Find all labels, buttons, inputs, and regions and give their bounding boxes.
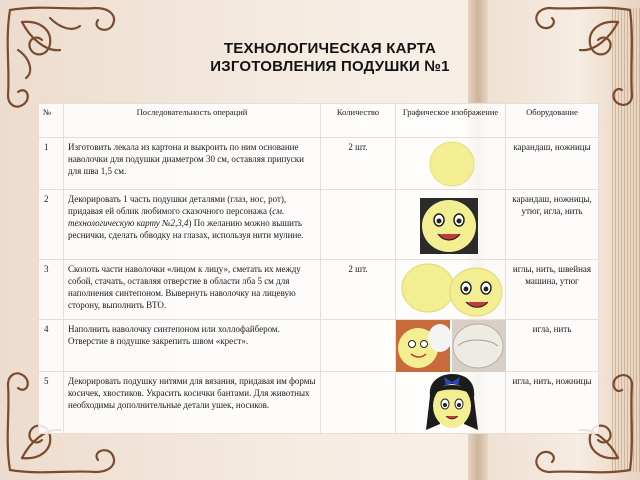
table-row bbox=[39, 260, 599, 320]
row-operation: Наполнить наволочку синтепоном или холлофайбером. Отверстие в подушке закрепить швом «крест». bbox=[64, 320, 321, 372]
technology-card-table bbox=[38, 103, 599, 434]
row-graphic bbox=[396, 260, 506, 320]
row-num: 2 bbox=[39, 190, 64, 260]
row-equipment: иглы, нить, швейная машина, утюг bbox=[506, 260, 599, 320]
row-operation bbox=[64, 190, 321, 260]
row-operation-part-a: Декорировать 1 часть подушки деталями (глаз, нос, рот), придавая ей облик любимого сказочного персонажа ( bbox=[68, 194, 287, 216]
smiling-face-image bbox=[420, 198, 478, 254]
row-equipment: карандаш, ножницы bbox=[506, 138, 599, 190]
row-graphic bbox=[396, 138, 506, 190]
row-operation: Декорировать подушку нитями для вязания, придавая им формы косичек, хвостиков. Украсить косички бантами. Для животных необходимы дополнительные детали ушек, носиков. bbox=[64, 372, 321, 434]
row-operation-reference: см. технологическую карту №2,3,4 bbox=[68, 206, 285, 228]
header-operations: Последовательность операций bbox=[64, 104, 321, 138]
row-num: 5 bbox=[39, 372, 64, 434]
blank-circle-image bbox=[428, 140, 476, 188]
title-line-1: ТЕХНОЛОГИЧЕСКАЯ КАРТА bbox=[223, 40, 437, 57]
row-operation: Сколоть части наволочки «лицом к лицу», сметать их между собой, стачать, оставляя отверстие в области лба 5 см для наполнения синтепоном. Вывернуть наволочку на лицевую сторону, выполнить ВТО. bbox=[64, 260, 321, 320]
row-quantity: 2 шт. bbox=[321, 260, 396, 320]
header-num: № bbox=[39, 104, 64, 138]
row-graphic bbox=[396, 372, 506, 434]
girl-pillow-image bbox=[424, 374, 480, 432]
ornament-top-right bbox=[530, 0, 640, 110]
stuffed-pillow-photo bbox=[396, 320, 506, 372]
page-title bbox=[180, 40, 480, 76]
row-graphic bbox=[396, 190, 506, 260]
row-num: 1 bbox=[39, 138, 64, 190]
row-operation: Изготовить лекала из картона и выкроить по ним основание наволочки для подушки диаметром 30 см, оставляя припуски для шва 1,5 см. bbox=[64, 138, 321, 190]
row-equipment: игла, нить, ножницы bbox=[506, 372, 599, 434]
table-row bbox=[39, 138, 599, 190]
two-pillow-parts-image bbox=[398, 262, 506, 318]
table-row bbox=[39, 372, 599, 434]
title-line-2: ИЗГОТОВЛЕНИЯ ПОДУШКИ №1 bbox=[210, 58, 450, 75]
row-quantity: 2 шт. bbox=[321, 138, 396, 190]
row-quantity bbox=[321, 320, 396, 372]
row-quantity bbox=[321, 190, 396, 260]
row-equipment: игла, нить bbox=[506, 320, 599, 372]
row-equipment: карандаш, ножницы, утюг, игла, нить bbox=[506, 190, 599, 260]
header-quantity: Количество bbox=[321, 104, 396, 138]
row-quantity bbox=[321, 372, 396, 434]
table-row bbox=[39, 320, 599, 372]
table-header-row bbox=[39, 104, 599, 138]
header-equipment: Оборудование bbox=[506, 104, 599, 138]
row-operation-part-b: ) По желанию можно вышить реснички, сделать обводку на глазах, используя нити мулине. bbox=[68, 218, 304, 240]
table-row bbox=[39, 190, 599, 260]
header-graphic: Графическое изображение bbox=[396, 104, 506, 138]
ornament-top-left bbox=[0, 0, 130, 110]
row-num: 3 bbox=[39, 260, 64, 320]
row-num: 4 bbox=[39, 320, 64, 372]
row-graphic bbox=[396, 320, 506, 372]
